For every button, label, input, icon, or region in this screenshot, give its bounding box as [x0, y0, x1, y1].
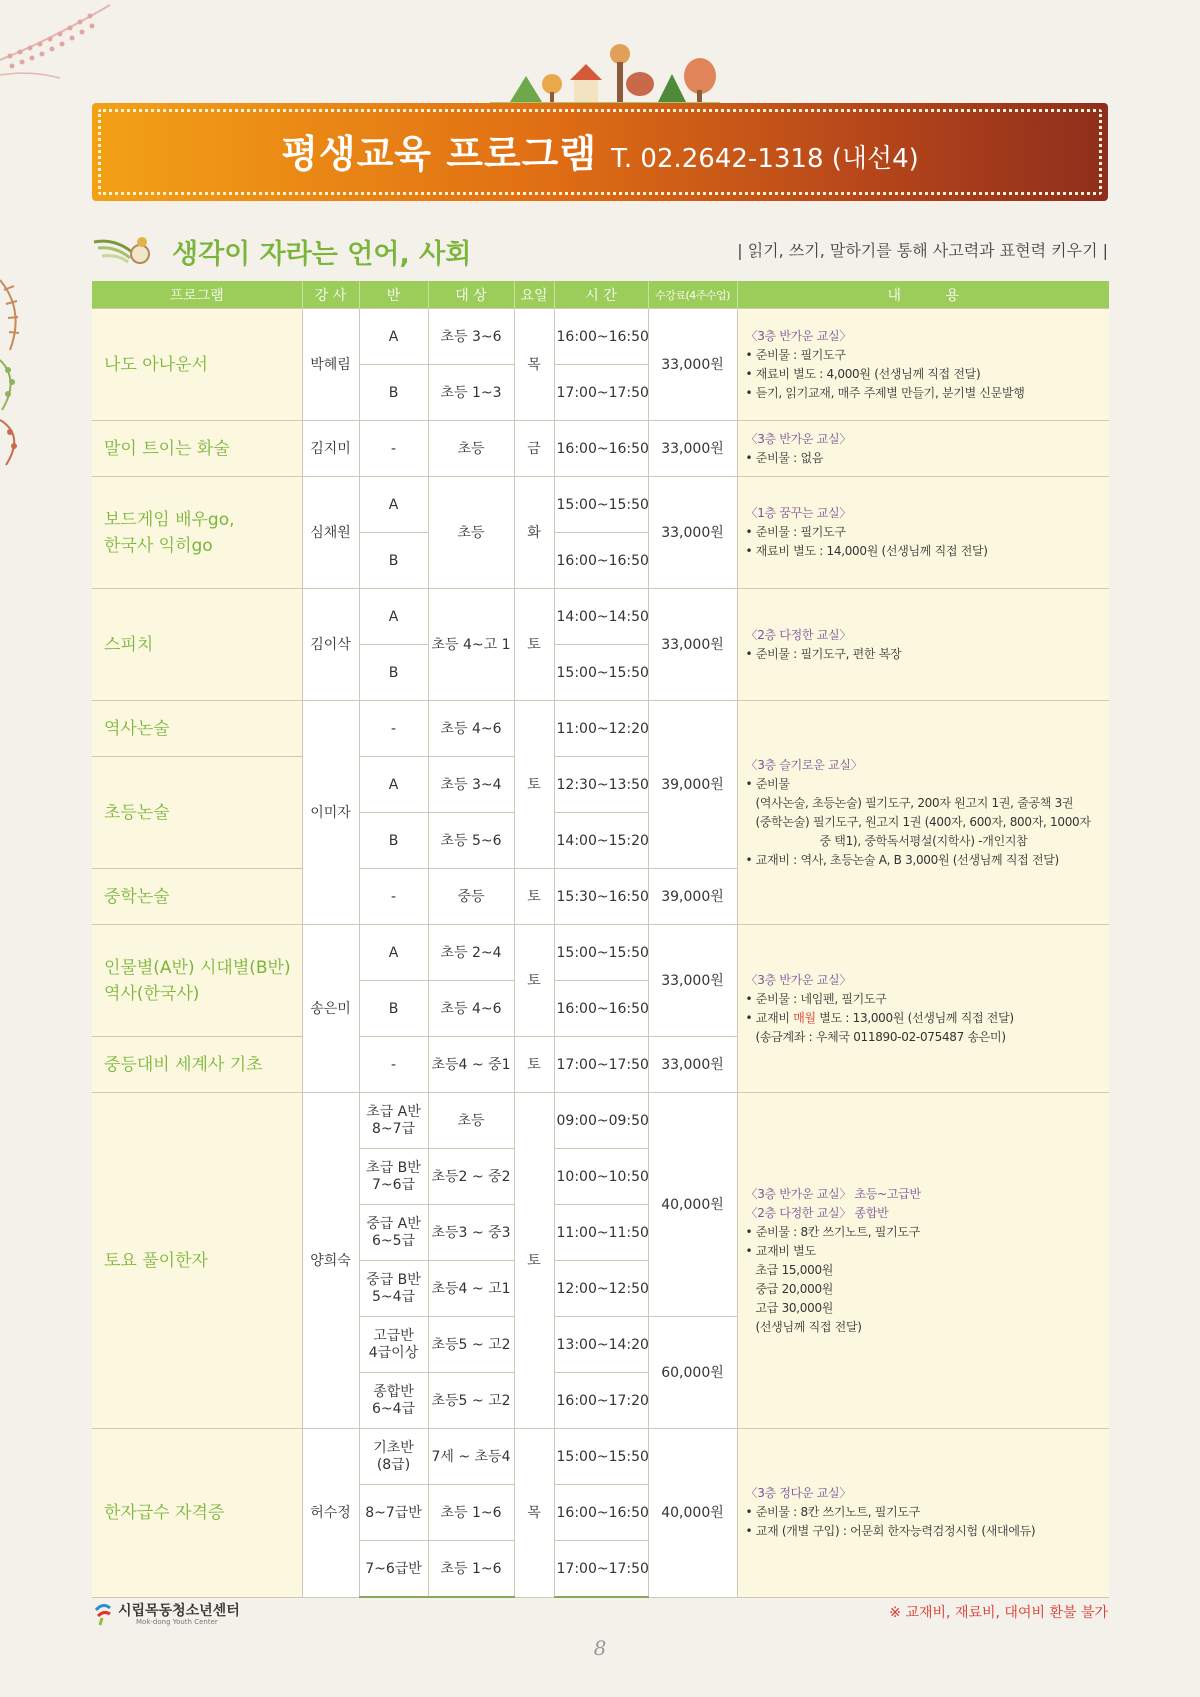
- time-cell: 16:00~16:50: [554, 533, 648, 589]
- teacher-cell: 이미자: [302, 701, 359, 925]
- target-cell: 초등3 ~ 중3: [428, 1205, 514, 1261]
- target-cell: 초등 1~6: [428, 1541, 514, 1598]
- table-header-row: [92, 281, 1109, 309]
- class-cell: [359, 1205, 428, 1261]
- class-cell: [359, 1429, 428, 1485]
- fee-cell: 33,000원: [648, 925, 737, 1037]
- table-row: [92, 1093, 1109, 1149]
- header-fee: 수강료(4주수업): [648, 281, 737, 309]
- fee-cell: 33,000원: [648, 309, 737, 421]
- fee-cell: 40,000원: [648, 1429, 737, 1598]
- class-cell: B: [359, 645, 428, 701]
- target-cell: 초등 3~6: [428, 309, 514, 365]
- content-line: (선생님께 직접 전달): [755, 1319, 862, 1334]
- content-line: • 준비물 : 8칸 쓰기노트, 필기도구: [745, 1224, 920, 1239]
- section-header: [92, 228, 1108, 272]
- classroom-label: 〈3층 반가운 교실〉: [745, 972, 852, 987]
- day-cell: 토: [514, 925, 554, 1037]
- content-line: (중학논술) 필기도구, 원고지 1권 (400자, 600자, 800자, 1000자: [755, 814, 1091, 829]
- class-cell: [359, 1149, 428, 1205]
- day-cell: 목: [514, 309, 554, 421]
- day-cell: 목: [514, 1429, 554, 1598]
- class-name: 중급 B반: [366, 1271, 421, 1288]
- logo-text-korean: 시립목동청소년센터: [118, 1603, 240, 1619]
- content-line: [746, 1009, 1108, 1028]
- content-line: • 재료비 별도 : 4,000원 (선생님께 직접 전달): [745, 366, 981, 381]
- class-level: 5~4급: [371, 1288, 416, 1305]
- table-row: [92, 589, 1109, 645]
- class-level: 8~7급: [371, 1120, 416, 1137]
- target-cell: 초등: [428, 1093, 514, 1149]
- class-cell: B: [359, 533, 428, 589]
- decorative-branch-ornament: [0, 270, 40, 470]
- class-level: 4급이상: [368, 1344, 419, 1361]
- time-cell: 16:00~17:20: [554, 1373, 648, 1429]
- target-cell: 초등5 ~ 고2: [428, 1373, 514, 1429]
- class-name: 기초반: [373, 1439, 414, 1456]
- program-name: [92, 925, 302, 1037]
- class-level: (8급): [376, 1456, 411, 1473]
- content-line: 중급 20,000원: [755, 1281, 834, 1296]
- day-cell: 토: [514, 701, 554, 869]
- fee-cell: 39,000원: [648, 869, 737, 925]
- content-cell: [737, 925, 1109, 1093]
- time-cell: 15:30~16:50: [554, 869, 648, 925]
- content-cell: [737, 477, 1109, 589]
- content-text: • 교재비: [745, 1010, 794, 1025]
- content-cell: [737, 1093, 1109, 1429]
- target-cell: 초등 1~6: [428, 1485, 514, 1541]
- class-cell: -: [359, 869, 428, 925]
- classroom-label: 〈3층 정다운 교실〉: [745, 1486, 852, 1501]
- class-cell: A: [359, 309, 428, 365]
- header-program: 프로그램: [92, 281, 302, 309]
- content-line: • 듣기, 읽기교재, 매주 주제별 만들기, 분기별 신문발행: [745, 385, 1025, 400]
- content-line: 중 택1), 중학독서평설(지학사) -개인지참: [819, 833, 1028, 848]
- youth-center-logo-icon: [92, 1600, 114, 1626]
- table-row: [92, 309, 1109, 365]
- classroom-label: 〈3층 반가운 교실〉: [745, 328, 852, 343]
- class-cell: 8~7급반: [359, 1485, 428, 1541]
- program-table: [92, 281, 1109, 1598]
- content-line: • 준비물 : 필기도구: [745, 347, 846, 362]
- fee-cell: 33,000원: [648, 477, 737, 589]
- header-class: 반: [359, 281, 428, 309]
- classroom-label: 〈3층 슬기로운 교실〉: [745, 757, 863, 772]
- class-cell: -: [359, 701, 428, 757]
- class-cell: [359, 1093, 428, 1149]
- fee-cell: 60,000원: [648, 1317, 737, 1429]
- table-row: [92, 925, 1109, 981]
- class-cell: A: [359, 925, 428, 981]
- content-line: • 준비물: [745, 776, 790, 791]
- program-name-line: 보드게임 배우go,: [104, 509, 235, 530]
- program-name: 토요 풀이한자: [92, 1093, 302, 1429]
- fee-cell: 39,000원: [648, 701, 737, 869]
- header-time: 시 간: [554, 281, 648, 309]
- class-name: 초급 B반: [366, 1159, 421, 1176]
- target-cell: 초등2 ~ 중2: [428, 1149, 514, 1205]
- time-cell: 15:00~15:50: [554, 645, 648, 701]
- fee-cell: 40,000원: [648, 1093, 737, 1317]
- classroom-label: 〈2층 다정한 교실〉: [745, 627, 852, 642]
- time-cell: 15:00~15:50: [554, 1429, 648, 1485]
- class-cell: [359, 1317, 428, 1373]
- content-line: • 준비물 : 필기도구, 편한 복장: [745, 646, 902, 661]
- content-cell: [737, 589, 1109, 701]
- class-name: 중급 A반: [366, 1215, 421, 1232]
- page-number: 8: [593, 1636, 607, 1660]
- class-name: 고급반: [373, 1327, 414, 1344]
- day-cell: 토: [514, 589, 554, 701]
- time-cell: 17:00~17:50: [554, 1541, 648, 1598]
- time-cell: 16:00~16:50: [554, 1485, 648, 1541]
- day-cell: 토: [514, 1093, 554, 1429]
- table-row: [92, 1429, 1109, 1485]
- time-cell: 17:00~17:50: [554, 365, 648, 421]
- class-cell: -: [359, 1037, 428, 1093]
- time-cell: 15:00~15:50: [554, 925, 648, 981]
- refund-notice: ※ 교재비, 재료비, 대여비 환불 불가: [889, 1605, 1108, 1621]
- target-cell: 초등 5~6: [428, 813, 514, 869]
- classroom-label: 〈2층 다정한 교실〉 종합반: [745, 1205, 889, 1220]
- program-name-line: 인물별(A반) 시대별(B반): [104, 957, 291, 978]
- time-cell: 11:00~11:50: [554, 1205, 648, 1261]
- program-name: 스피치: [92, 589, 302, 701]
- leaf-sprig-icon: [92, 228, 156, 268]
- program-name-line: 한국사 익히go: [104, 535, 213, 556]
- classroom-label: 〈1층 꿈꾸는 교실〉: [745, 506, 852, 520]
- content-line: • 준비물 : 8칸 쓰기노트, 필기도구: [745, 1505, 920, 1520]
- program-name: 나도 아나운서: [92, 309, 302, 421]
- table-row: [92, 421, 1109, 477]
- target-cell: 초등5 ~ 고2: [428, 1317, 514, 1373]
- time-cell: 16:00~16:50: [554, 309, 648, 365]
- program-name: 말이 트이는 화술: [92, 421, 302, 477]
- content-cell: [737, 701, 1109, 925]
- time-cell: 17:00~17:50: [554, 1037, 648, 1093]
- class-cell: [359, 1261, 428, 1317]
- content-line: 고급 30,000원: [755, 1300, 834, 1315]
- class-cell: 7~6급반: [359, 1541, 428, 1598]
- day-cell: 금: [514, 421, 554, 477]
- content-line: 초급 15,000원: [755, 1262, 834, 1277]
- content-line: • 준비물 : 네임펜, 필기도구: [745, 991, 887, 1006]
- class-level: 7~6급: [371, 1176, 416, 1193]
- time-cell: 13:00~14:20: [554, 1317, 648, 1373]
- content-cell: [737, 1429, 1109, 1598]
- time-cell: 11:00~12:20: [554, 701, 648, 757]
- section-title: 생각이 자라는 언어, 사회: [172, 239, 472, 270]
- teacher-cell: 김이삭: [302, 589, 359, 701]
- monthly-highlight: 매월: [793, 1010, 816, 1025]
- class-cell: B: [359, 813, 428, 869]
- fee-cell: 33,000원: [648, 1037, 737, 1093]
- content-line: • 교재비 별도: [745, 1243, 816, 1258]
- teacher-cell: 김지미: [302, 421, 359, 477]
- content-line: • 교재 (개별 구입) : 어문회 한자능력검정시험 (새대에듀): [745, 1524, 1036, 1539]
- content-cell: [737, 309, 1109, 421]
- class-cell: -: [359, 421, 428, 477]
- phone-number: T. 02.2642-1318 (내선4): [611, 144, 919, 174]
- fee-cell: 33,000원: [648, 421, 737, 477]
- content-line: • 재료비 별도 : 14,000원 (선생님께 직접 전달): [745, 544, 988, 558]
- day-cell: 화: [514, 477, 554, 589]
- class-cell: [359, 1373, 428, 1429]
- program-name: 중학논술: [92, 869, 302, 925]
- time-cell: 16:00~16:50: [554, 421, 648, 477]
- content-text: 별도 : 13,000원 (선생님께 직접 전달): [815, 1010, 1014, 1025]
- content-line: • 준비물 : 없음: [745, 450, 824, 465]
- class-name: 종합반: [373, 1383, 414, 1400]
- teacher-cell: 심채원: [302, 477, 359, 589]
- target-cell: 초등 1~3: [428, 365, 514, 421]
- content-cell: [737, 421, 1109, 477]
- target-cell: 초등 4~고 1: [428, 589, 514, 701]
- banner-title: [92, 123, 1108, 178]
- logo-text-english: Mok-dong Youth Center: [136, 1618, 218, 1626]
- teacher-cell: 허수정: [302, 1429, 359, 1598]
- time-cell: 10:00~10:50: [554, 1149, 648, 1205]
- program-name: [92, 477, 302, 589]
- content-line: (송금계좌 : 우체국 011890-02-075487 송은미): [755, 1029, 1006, 1044]
- header-day: 요일: [514, 281, 554, 309]
- decorative-leaf-ornament: [0, 0, 120, 90]
- class-cell: A: [359, 757, 428, 813]
- header-target: 대 상: [428, 281, 514, 309]
- target-cell: 초등4 ~ 중1: [428, 1037, 514, 1093]
- classroom-label: 〈3층 반가운 교실〉: [745, 431, 852, 446]
- target-cell: 중등: [428, 869, 514, 925]
- target-cell: 초등: [428, 477, 514, 589]
- program-name: 한자급수 자격증: [92, 1429, 302, 1598]
- class-cell: B: [359, 981, 428, 1037]
- class-level: 6~4급: [371, 1400, 416, 1417]
- fee-cell: 33,000원: [648, 589, 737, 701]
- day-cell: 토: [514, 869, 554, 925]
- class-cell: B: [359, 365, 428, 421]
- decorative-village-illustration: [490, 40, 720, 108]
- section-subtitle: | 읽기, 쓰기, 말하기를 통해 사고력과 표현력 키우기 |: [737, 241, 1108, 260]
- target-cell: 초등4 ~ 고1: [428, 1261, 514, 1317]
- class-cell: A: [359, 589, 428, 645]
- time-cell: 14:00~14:50: [554, 589, 648, 645]
- header-teacher: 강 사: [302, 281, 359, 309]
- time-cell: 16:00~16:50: [554, 981, 648, 1037]
- time-cell: 14:00~15:20: [554, 813, 648, 869]
- title-banner: [92, 103, 1108, 201]
- time-cell: 12:00~12:50: [554, 1261, 648, 1317]
- time-cell: 09:00~09:50: [554, 1093, 648, 1149]
- class-level: 6~5급: [371, 1232, 416, 1249]
- teacher-cell: 박혜림: [302, 309, 359, 421]
- program-name: 중등대비 세계사 기초: [92, 1037, 302, 1093]
- target-cell: 초등: [428, 421, 514, 477]
- target-cell: 초등 4~6: [428, 701, 514, 757]
- table-row: [92, 477, 1109, 533]
- program-name-line: 역사(한국사): [104, 983, 200, 1004]
- class-cell: A: [359, 477, 428, 533]
- target-cell: 초등 3~4: [428, 757, 514, 813]
- header-content: 내 용: [737, 281, 1109, 309]
- content-line: • 교재비 : 역사, 초등논술 A, B 3,000원 (선생님께 직접 전달): [745, 852, 1059, 867]
- teacher-cell: 송은미: [302, 925, 359, 1093]
- classroom-label: 〈3층 반가운 교실〉 초등~고급반: [745, 1186, 921, 1201]
- program-name: 역사논술: [92, 701, 302, 757]
- target-cell: 초등 2~4: [428, 925, 514, 981]
- time-cell: 12:30~13:50: [554, 757, 648, 813]
- content-line: (역사논술, 초등논술) 필기도구, 200자 원고지 1권, 줄공책 3권: [755, 795, 1074, 810]
- time-cell: 15:00~15:50: [554, 477, 648, 533]
- class-name: 초급 A반: [366, 1103, 421, 1120]
- youth-center-logo: [92, 1600, 312, 1630]
- target-cell: 7세 ~ 초등4: [428, 1429, 514, 1485]
- teacher-cell: 양희숙: [302, 1093, 359, 1429]
- target-cell: 초등 4~6: [428, 981, 514, 1037]
- page-title: 평생교육 프로그램: [281, 132, 598, 176]
- content-line: • 준비물 : 필기도구: [745, 525, 846, 539]
- day-cell: 토: [514, 1037, 554, 1093]
- table-row: [92, 701, 1109, 757]
- program-name: 초등논술: [92, 757, 302, 869]
